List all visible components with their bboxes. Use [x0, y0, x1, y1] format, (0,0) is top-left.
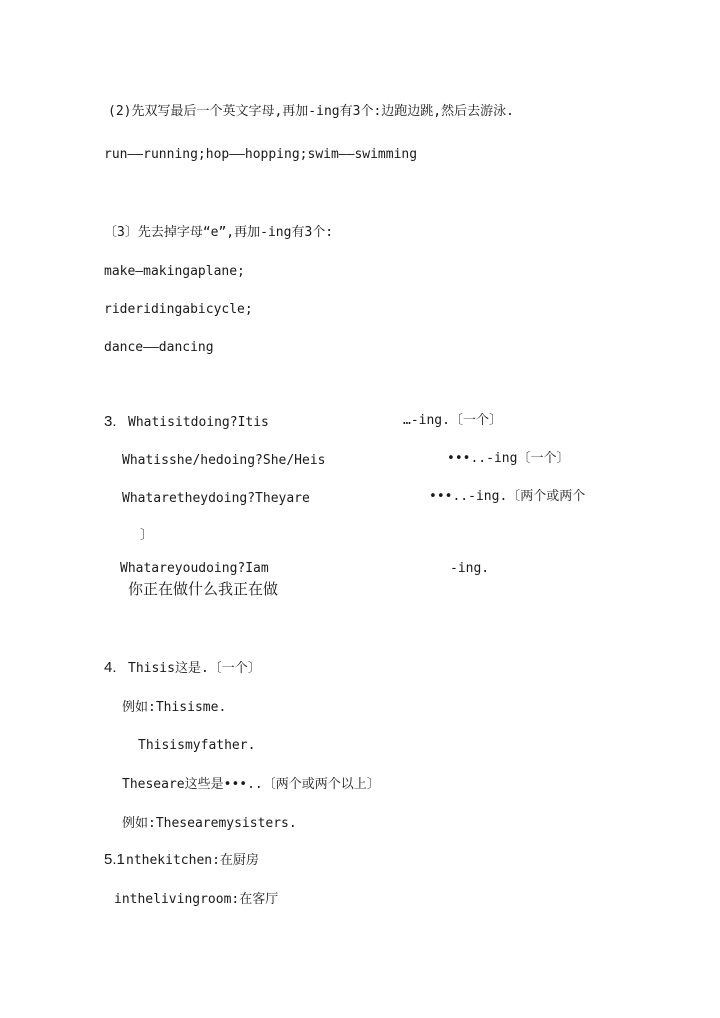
item5-kitchen: nthekitchen:在厨房 [126, 853, 259, 868]
item3-answer-she-he: •••..-ing〔一个〕 [447, 451, 570, 466]
item3-question-you: Whatareyoudoing?Iam [120, 561, 269, 576]
section3-line-ride: rideridingabicycle; [104, 302, 253, 317]
item3-answer-they: •••..-ing.〔两个或两个 [429, 489, 586, 504]
item3-answer-it: …-ing.〔一个〕 [403, 413, 502, 428]
item4-example-father: Thisismyfather. [138, 738, 256, 753]
item3-answer-they-continued: 〕 [140, 528, 154, 543]
section2-heading: (2)先双写最后一个英文字母,再加-ing有3个:边跑边跳,然后去游泳. [108, 104, 514, 119]
section3-line-dance: dance——dancing [104, 340, 214, 355]
item5-number: 5.1 [104, 851, 125, 868]
item4-example-me: 例如:Thisisme. [122, 700, 227, 715]
item3-question-she-he: Whatisshe/hedoing?She/Heis [122, 453, 326, 468]
item3-question-it: Whatisitdoing?Itis [128, 415, 269, 430]
section3-line-make: make—makingaplane; [104, 264, 245, 279]
item3-question-they: Whataretheydoing?Theyare [122, 491, 310, 506]
item5-living-room: inthelivingroom:在客厅 [114, 892, 279, 907]
item3-translation: 你正在做什么我正在做 [128, 580, 279, 598]
item4-this-is: Thisis这是.〔一个〕 [128, 661, 261, 676]
section3-heading: 〔3〕先去掉字母“e”,再加-ing有3个: [104, 225, 334, 240]
item4-these-are: Theseare这些是•••..〔两个或两个以上〕 [122, 777, 380, 792]
item4-example-sisters: 例如:Thesearemysisters. [122, 816, 297, 831]
item4-number: 4. [104, 659, 117, 676]
item3-answer-you: -ing. [450, 561, 490, 576]
section2-examples: run——running;hop——hopping;swim——swimming [104, 147, 418, 162]
item3-number: 3. [104, 413, 117, 430]
